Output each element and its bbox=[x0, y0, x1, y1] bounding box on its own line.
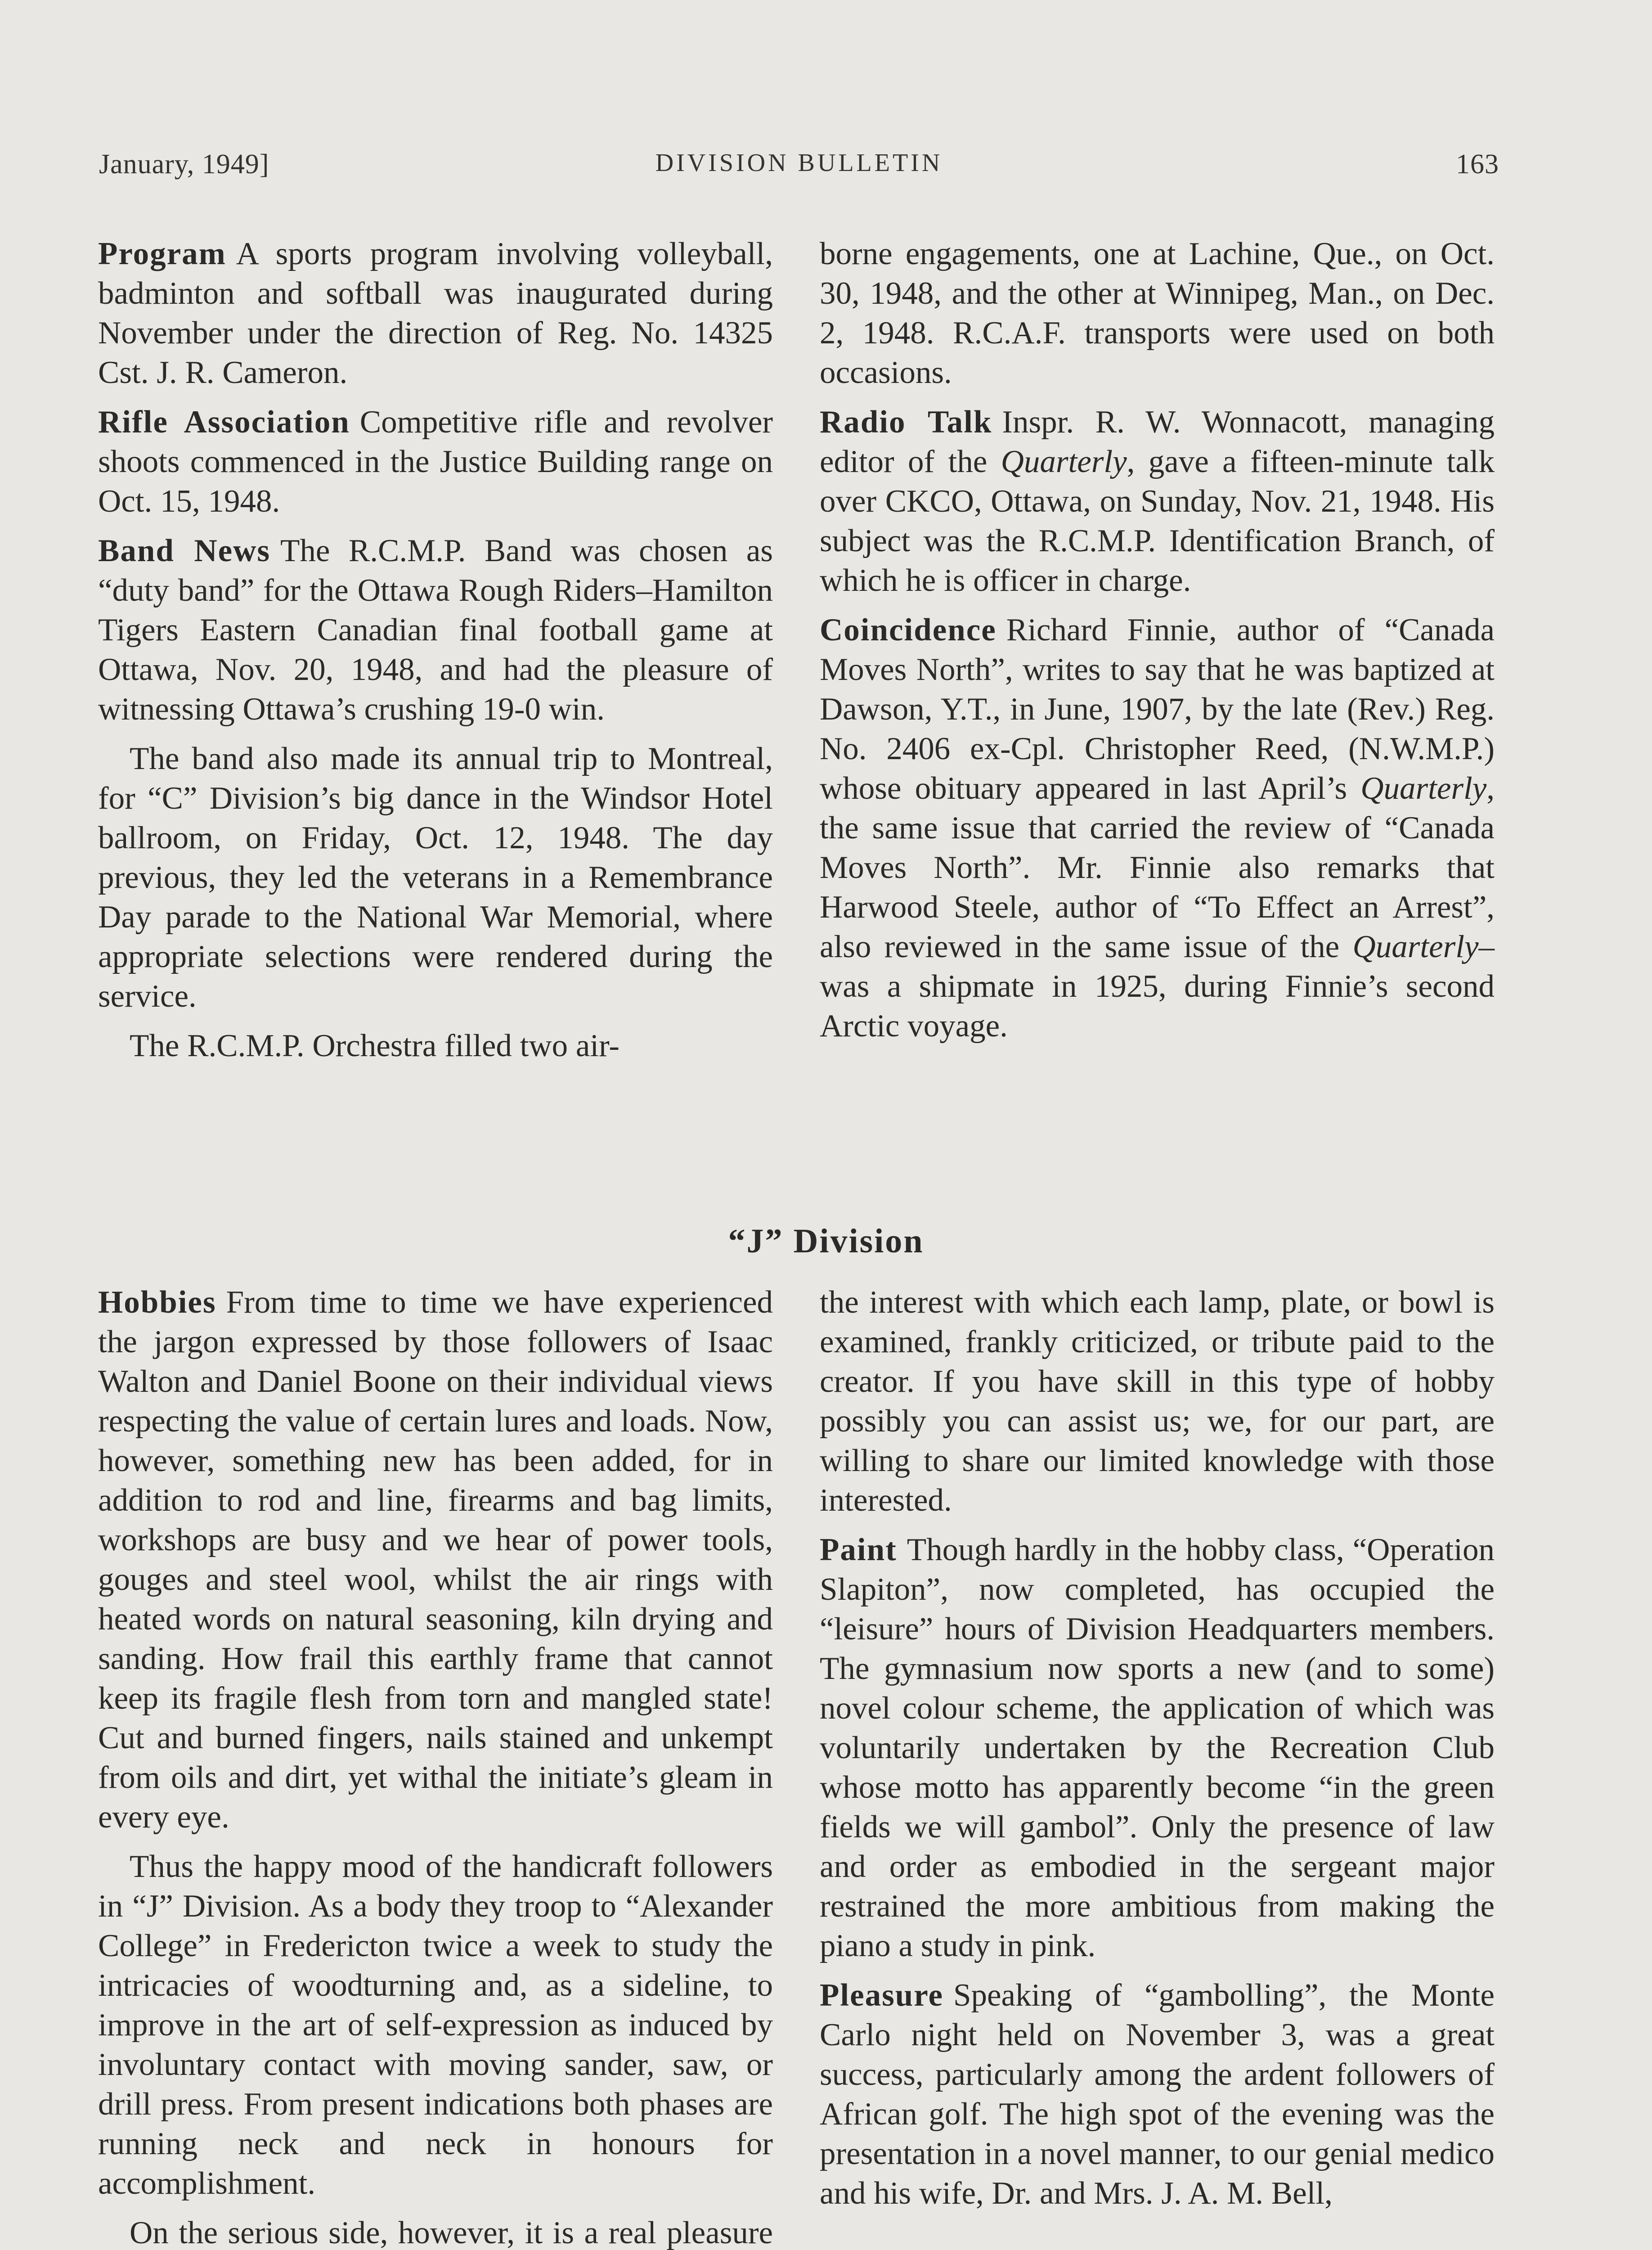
top-right-column bbox=[820, 234, 1495, 1056]
page-number: 163 bbox=[1456, 149, 1499, 180]
paragraph-radio-talk bbox=[820, 402, 1495, 600]
top-left-column bbox=[98, 234, 773, 1076]
paragraph-text: borne engagements, one at Lachine, Que., on Oct. 30, 1948, and the other at Winnipeg, Man., on Dec. 2, 1948. R.C.A.F. transports were used on both occasions. bbox=[820, 236, 1495, 390]
paragraph-text: Inspr. R. W. Wonnacott, managing editor of the bbox=[820, 405, 1495, 479]
paragraph-orchestra-continued bbox=[820, 234, 1495, 392]
paragraph-paint bbox=[820, 1530, 1495, 1966]
paragraph-heading: Paint bbox=[820, 1532, 897, 1567]
paragraph-hobbies-continued bbox=[820, 1282, 1495, 1520]
paragraph-pleasure bbox=[820, 1976, 1495, 2213]
publication-name: Quarterly bbox=[1352, 929, 1479, 964]
paragraph-text: , gave a fifteen-minute talk over CKCO, Ottawa, on Sunday, Nov. 21, 1948. His subject was the R.C.M.P. Identification Branch, of which he is officer in charge. bbox=[820, 444, 1495, 598]
paragraph-text: The R.C.M.P. Orchestra filled two air- bbox=[130, 1028, 620, 1063]
running-head bbox=[99, 148, 1499, 194]
paragraph-band-trip bbox=[98, 739, 773, 1016]
paragraph-text: Richard Finnie, author of “Canada Moves North”, writes to say that he was baptized at Dawson, Y.T., in June, 1907, by the late (Rev.) Reg. No. 2406 ex-Cpl. Christopher Reed, (N.W.M.P.) whose obituary appeared in last April’s bbox=[820, 612, 1495, 806]
bottom-left-column bbox=[98, 1282, 773, 2250]
paragraph-coincidence bbox=[820, 610, 1495, 1046]
paragraph-rifle-association bbox=[98, 402, 773, 521]
paragraph-text: On the serious side, however, it is a real pleasure bbox=[130, 2215, 773, 2250]
paragraph-text: The band also made its annual trip to Montreal, for “C” Division’s big dance in the Windsor Hotel ballroom, on Friday, Oct. 12, 1948. The day previous, they led the veterans in a Remembrance Day parade to the National War Memorial, where appropriate selections were rendered during the service. bbox=[98, 741, 773, 1014]
paragraph-text: the interest with which each lamp, plate, or bowl is examined, frankly criticized, or tribute paid to the creator. If you have skill in this type of hobby possibly you can assist us; we, for our part, are willing to share our limited knowledge with those interested. bbox=[820, 1285, 1495, 1518]
paragraph-handicraft bbox=[98, 1847, 773, 2203]
paragraph-orchestra bbox=[98, 1026, 773, 1066]
publication-name: Quarterly bbox=[1001, 444, 1127, 479]
publication-title: DIVISION BULLETIN bbox=[655, 149, 943, 177]
paragraph-band-news bbox=[98, 531, 773, 729]
bottom-right-column bbox=[820, 1282, 1495, 2223]
issue-date: January, 1949] bbox=[99, 149, 269, 180]
paragraph-program bbox=[98, 234, 773, 392]
section-title: “J” Division bbox=[728, 1222, 924, 1260]
paragraph-heading: Coincidence bbox=[820, 612, 997, 648]
paragraph-text: Speaking of “gambolling”, the Monte Carlo night held on November 3, was a great success, particularly among the ardent followers of African golf. The high spot of the evening was the presentation in a novel manner, to our genial medico and his wife, Dr. and Mrs. J. A. M. Bell, bbox=[820, 1978, 1495, 2211]
paragraph-text: Thus the happy mood of the handicraft followers in “J” Division. As a body they troop to “Alexander College” in Fredericton twice a week to study the intricacies of woodturning and, as a sideline, to improve in the art of self-expression as induced by involuntary contact with moving sander, saw, or drill press. From present indications both phases are running neck and neck in honours for accomplishment. bbox=[98, 1849, 773, 2201]
paragraph-heading: Radio Talk bbox=[820, 405, 992, 440]
paragraph-heading: Hobbies bbox=[98, 1285, 216, 1320]
paragraph-heading: Band News bbox=[98, 533, 271, 568]
paragraph-heading: Pleasure bbox=[820, 1978, 943, 2013]
paragraph-text: Competitive rifle and revolver shoots commenced in the Justice Building range on Oct. 15, 1948. bbox=[98, 405, 773, 519]
paragraph-text: –was a shipmate in 1925, during Finnie’s second Arctic voyage. bbox=[820, 929, 1495, 1044]
paragraph-heading: Program bbox=[98, 236, 226, 271]
paragraph-hobbies bbox=[98, 1282, 773, 1837]
paragraph-text: , the same issue that carried the review of “Canada Moves North”. Mr. Finnie also remarks that Harwood Steele, author of “To Effect an Arrest”, also reviewed in the same issue of the bbox=[820, 771, 1495, 964]
paragraph-serious-side bbox=[98, 2213, 773, 2250]
paragraph-heading: Rifle Association bbox=[98, 405, 350, 440]
paragraph-text: A sports program involving volleyball, badminton and softball was inaugurated during November under the direction of Reg. No. 14325 Cst. J. R. Cameron. bbox=[98, 236, 773, 390]
publication-name: Quarterly bbox=[1360, 771, 1487, 806]
paragraph-text: The R.C.M.P. Band was chosen as “duty band” for the Ottawa Rough Riders–Hamilton Tigers Eastern Canadian final football game at Ottawa, Nov. 20, 1948, and had the pleasure of witnessing Ottawa’s crushing 19-0 win. bbox=[98, 533, 773, 727]
paragraph-text: From time to time we have experienced the jargon expressed by those followers of Isaac Walton and Daniel Boone on their individual views respecting the value of certain lures and loads. Now, however, something new has been added, for in addition to rod and line, firearms and bag limits, workshops are busy and we hear of power tools, gouges and steel wool, whilst the air rings with heated words on natural seasoning, kiln drying and sanding. How frail this earthly frame that cannot keep its fragile flesh from torn and mangled state! Cut and burned fingers, nails stained and unkempt from oils and dirt, yet withal the initiate’s gleam in every eye. bbox=[98, 1285, 773, 1835]
paragraph-text: Though hardly in the hobby class, “Operation Slapiton”, now completed, has occupied the “leisure” hours of Division Headquarters members. The gymnasium now sports a new (and to some) novel colour scheme, the application of which was voluntarily undertaken by the Recreation Club whose motto has apparently become “in the green fields we will gambol”. Only the presence of law and order as embodied in the sergeant major restrained the more ambitious from making the piano a study in pink. bbox=[820, 1532, 1495, 1963]
